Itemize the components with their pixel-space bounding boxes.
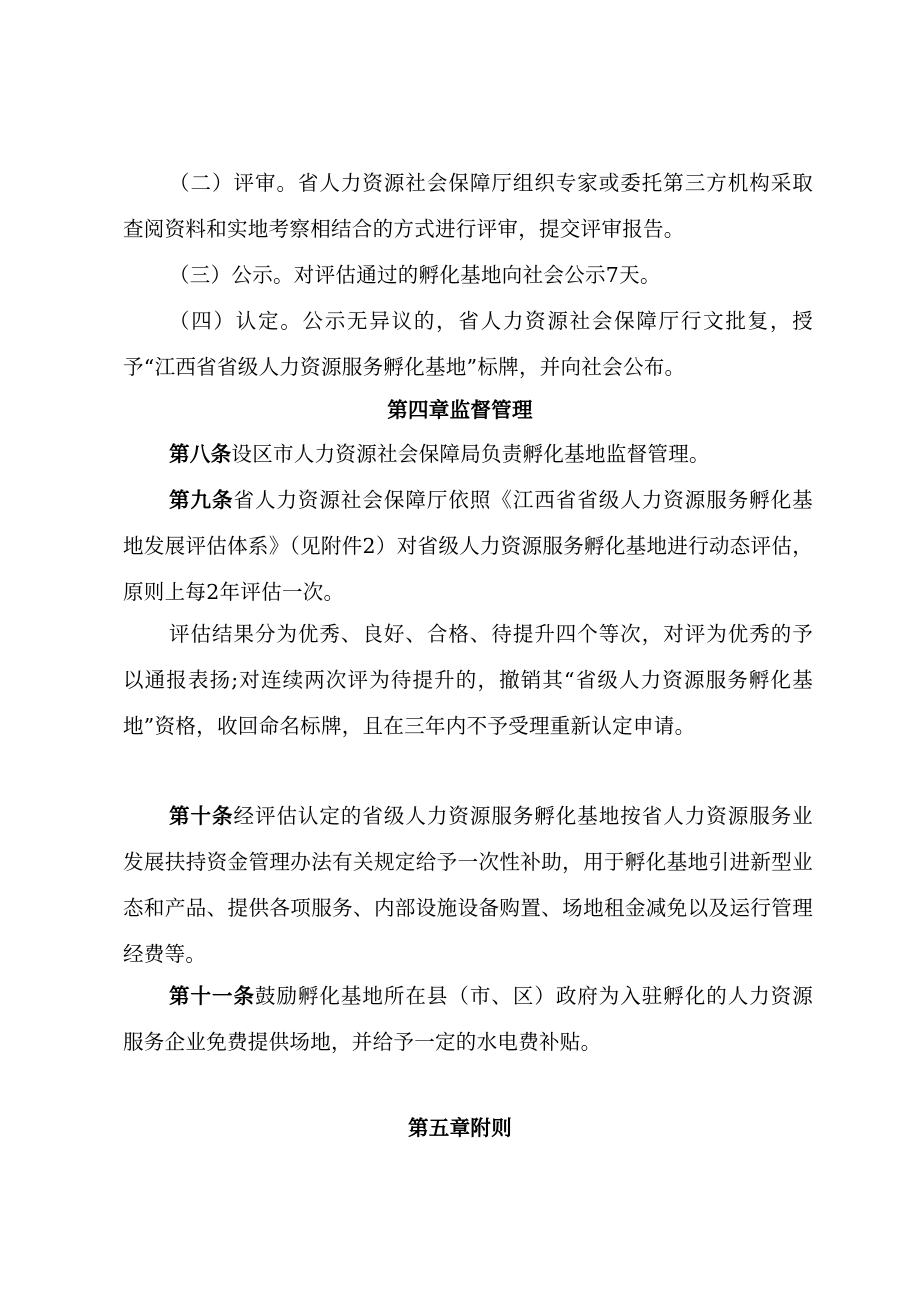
article-number: 第十一条 — [169, 984, 255, 1008]
article-text: 设区市人力资源社会保障局负责孵化基地监督管理。 — [231, 442, 710, 466]
paragraph-review — [123, 160, 813, 252]
chapter-5-title: 第五章附则 — [408, 1116, 512, 1140]
paragraph-recognition — [123, 298, 813, 390]
article-text: 省人力资源社会保障厅依照《江西省省级人力资源服务孵化基地发展评估体系》（见附件2）对省级人力资源服务孵化基地进行动态评估，原则上每2年评估一次。 — [123, 488, 813, 604]
article-number: 第九条 — [169, 488, 234, 512]
paragraph-text: （二）评审。省人力资源社会保障厅组织专家或委托第三方机构采取查阅资料和实地考察相结合的方式进行评审，提交评审报告。 — [123, 171, 813, 241]
paragraph-text: （四）认定。公示无异议的，省人力资源社会保障厅行文批复，授予“江西省省级人力资源服务孵化基地”标牌，并向社会公布。 — [123, 309, 813, 379]
article-9-results — [123, 611, 813, 749]
article-10 — [123, 793, 813, 977]
article-number: 第八条 — [169, 442, 232, 466]
paragraph-publicity — [123, 252, 813, 298]
article-9 — [123, 477, 813, 615]
chapter-4-title: 第四章监督管理 — [387, 398, 533, 422]
paragraph-text: （三）公示。对评估通过的孵化基地向社会公示7天。 — [169, 263, 661, 287]
article-8 — [123, 431, 813, 477]
article-text: 经评估认定的省级人力资源服务孵化基地按省人力资源服务业发展扶持资金管理办法有关规定给予一次性补助，用于孵化基地引进新型业态和产品、提供各项服务、内部设施设备购置、场地租金减免以及运行管理经费等。 — [123, 804, 813, 966]
article-text: 评估结果分为优秀、良好、合格、待提升四个等次，对评为优秀的予以通报表扬;对连续两次评为待提升的，撤销其“省级人力资源服务孵化基地”资格，收回命名标牌，且在三年内不予受理重新认定申请。 — [123, 622, 813, 738]
article-number: 第十条 — [169, 804, 234, 828]
article-11 — [123, 973, 813, 1065]
article-text: 鼓励孵化基地所在县（市、区）政府为入驻孵化的人力资源服务企业免费提供场地，并给予一定的水电费补贴。 — [123, 984, 813, 1054]
